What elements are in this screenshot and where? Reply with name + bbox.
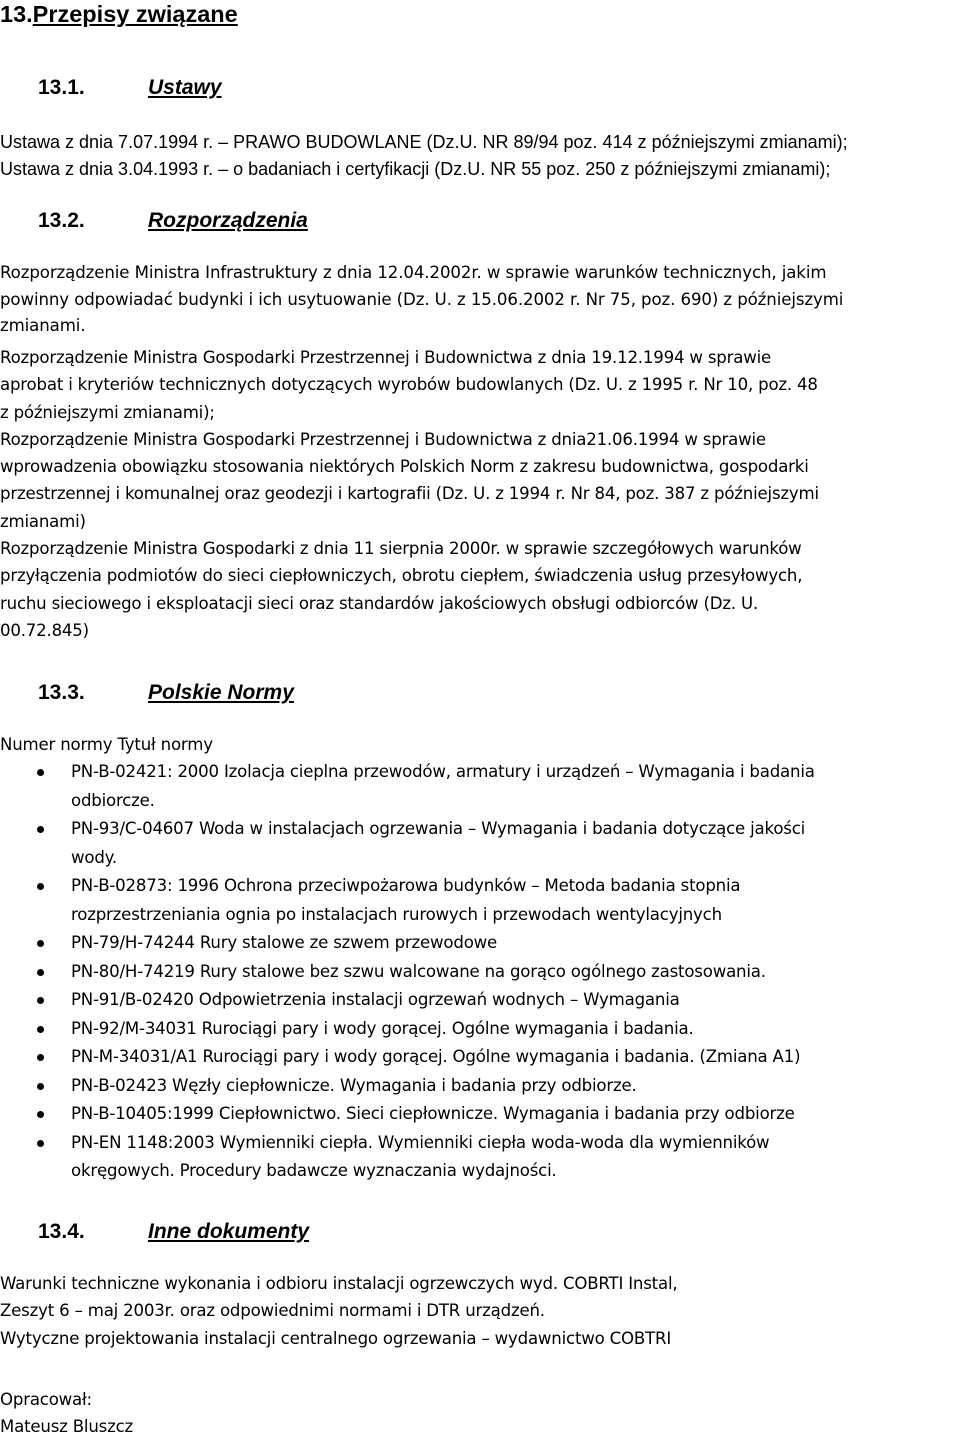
norm-line: PN-91/B-02420 Odpowietrzenia instalacji ogrzewań wodnych – Wymagania — [71, 990, 680, 1009]
text-line: Rozporządzenie Ministra Infrastruktury z dnia 12.04.2002r. w sprawie warunków technicznych, jakim — [0, 263, 827, 282]
text-line: Rozporządzenie Ministra Gospodarki z dnia 11 sierpnia 2000r. w sprawie szczegółowych warunków — [0, 539, 802, 559]
text-line: ruchu sieciowego i eksploatacji sieci oraz standardów jakościowych obsługi odbiorców (Dz. U. — [0, 593, 759, 613]
bullet-icon — [37, 1111, 44, 1118]
norm-line: PN-M-34031/A1 Rurociągi pary i wody gorącej. Ogólne wymagania i badania. (Zmiana A1) — [71, 1047, 801, 1066]
author-name: Mateusz Bluszcz — [0, 1417, 134, 1437]
list-item — [0, 1043, 960, 1072]
norm-line: PN-93/C-04607 Woda w instalacjach ogrzewania – Wymagania i badania dotyczące jakości — [71, 819, 806, 838]
bullet-icon — [37, 940, 44, 947]
list-item — [0, 1100, 960, 1129]
bullet-icon — [37, 883, 44, 890]
text-line: 00.72.845) — [0, 620, 89, 640]
ustawy-text — [0, 129, 960, 183]
text-line: Rozporządzenie Ministra Gospodarki Przestrzennej i Budownictwa z dnia 19.12.1994 w sprawie — [0, 348, 771, 367]
norm-line: PN-B-10405:1999 Ciepłownictwo. Sieci ciepłownicze. Wymagania i badania przy odbiorze — [71, 1104, 795, 1123]
list-item — [0, 929, 960, 958]
text-line: zmianami) — [0, 511, 86, 531]
list-item — [0, 958, 960, 987]
norm-line: rozprzestrzeniania ognia po instalacjach rurowych i przewodach wentylacyjnych — [71, 904, 722, 924]
list-item — [0, 815, 960, 872]
list-item — [0, 986, 960, 1015]
bullet-icon — [37, 826, 44, 833]
text-line: Wytyczne projektowania instalacji centralnego ogrzewania – wydawnictwo COBTRI — [0, 1328, 672, 1348]
bullet-icon — [37, 769, 44, 776]
norm-line: PN-79/H-74244 Rury stalowe ze szwem przewodowe — [71, 933, 498, 952]
bullet-icon — [37, 969, 44, 976]
norm-line: okręgowych. Procedury badawcze wyznaczania wydajności. — [71, 1161, 557, 1180]
text-line: Warunki techniczne wykonania i odbioru instalacji ogrzewczych wyd. COBRTI Instal, — [0, 1274, 678, 1293]
text-line: Ustawa z dnia 7.07.1994 r. – PRAWO BUDOWLANE (Dz.U. NR 89/94 poz. 414 z późniejszymi zmianami); — [0, 132, 848, 152]
list-item — [0, 1072, 960, 1101]
section-number: 13.4. — [38, 1220, 85, 1243]
chapter-number: 13. — [0, 1, 33, 27]
text-line: zmianami. — [0, 316, 86, 335]
list-item — [0, 872, 960, 929]
text-line: Rozporządzenie Ministra Gospodarki Przestrzennej i Budownictwa z dnia21.06.1994 w sprawie — [0, 429, 766, 449]
rozporzadzenia-text-a — [0, 260, 960, 340]
norm-line: PN-80/H-74219 Rury stalowe bez szwu walcowane na gorąco ogólnego zastosowania. — [71, 961, 766, 981]
norms-list — [0, 758, 960, 1186]
text-line: powinny odpowiadać budynki i ich usytuowanie (Dz. U. z 15.06.2002 r. Nr 75, poz. 690) z późniejszymi — [0, 289, 844, 309]
list-item — [0, 1015, 960, 1044]
text-line: Ustawa z dnia 3.04.1993 r. – o badaniach i certyfikacji (Dz.U. NR 55 poz. 250 z późniejszymi zmianami); — [0, 159, 831, 179]
text-line: przyłączenia podmiotów do sieci ciepłowniczych, obrotu ciepłem, świadczenia usług przesyłowych, — [0, 566, 803, 586]
section-title: Inne dokumenty — [148, 1220, 310, 1243]
chapter-title — [0, 0, 960, 28]
bullet-icon — [37, 1054, 44, 1061]
list-item — [0, 758, 960, 815]
section-number: 13.3. — [38, 681, 85, 704]
text-line: przestrzennej i komunalnej oraz geodezji i kartografii (Dz. U. z 1994 r. Nr 84, poz. 387 z późniejszymi — [0, 484, 819, 504]
norm-line: PN-B-02421: 2000 Izolacja cieplna przewodów, armatury i urządzeń – Wymagania i badania — [71, 762, 815, 781]
bullet-icon — [37, 997, 44, 1004]
section-number: 13.1. — [38, 76, 85, 99]
norm-line: PN-EN 1148:2003 Wymienniki ciepła. Wymienniki ciepła woda-woda dla wymienników — [71, 1132, 770, 1152]
author-block — [0, 1386, 960, 1441]
norm-line: PN-B-02873: 1996 Ochrona przeciwpożarowa budynków – Metoda badania stopnia — [71, 876, 741, 895]
norm-line: odbiorcze. — [71, 790, 155, 810]
text-line: aprobat i kryteriów technicznych dotyczących wyrobów budowlanych (Dz. U. z 1995 r. Nr 10, poz. 48 — [0, 375, 818, 395]
text-line: wprowadzenia obowiązku stosowania niektórych Polskich Norm z zakresu budownictwa, gospodarki — [0, 457, 809, 477]
norms-table-header: Numer normy Tytuł normy — [0, 735, 213, 754]
section-title: Ustawy — [148, 76, 222, 99]
norm-line: PN-92/M-34031 Rurociągi pary i wody gorącej. Ogólne wymagania i badania. — [71, 1018, 694, 1038]
text-line: z późniejszymi zmianami); — [0, 402, 215, 422]
list-item — [0, 1129, 960, 1186]
bullet-icon — [37, 1083, 44, 1090]
text-line: Zeszyt 6 – maj 2003r. oraz odpowiednimi normami i DTR urządzeń. — [0, 1301, 545, 1321]
bullet-icon — [37, 1026, 44, 1033]
section-number: 13.2. — [38, 209, 85, 232]
norm-line: PN-B-02423 Węzły ciepłownicze. Wymagania i badania przy odbiorze. — [71, 1075, 637, 1095]
chapter-text: Przepisy związane — [32, 1, 238, 27]
section-title: Rozporządzenia — [148, 209, 308, 232]
section-title: Polskie Normy — [148, 681, 294, 704]
author-label: Opracował: — [0, 1390, 92, 1409]
inne-dokumenty-text — [0, 1270, 960, 1352]
norm-line: wody. — [71, 847, 117, 867]
rozporzadzenia-text-b — [0, 344, 960, 644]
bullet-icon — [37, 1140, 44, 1147]
